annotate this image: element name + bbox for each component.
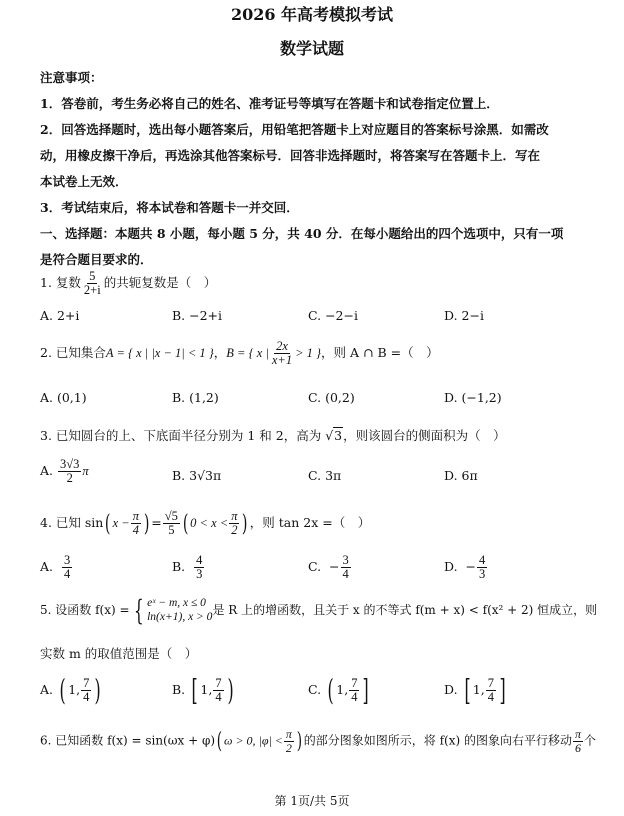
question-4: 4. 已知 sin( x − $\frac{\pi}{4}$ ) = $\frac{√5}{5}$ ( 0 < x < $\frac{\pi}{2}$ ) ，则 tan 2x =（ ） — [40, 508, 371, 538]
q2-set-b-prefix: B = { x | — [226, 346, 269, 361]
q4-option-b: B. $\frac{4}{3}$ — [172, 553, 203, 582]
q4-suffix: ，则 tan 2x =（ ） — [249, 515, 371, 531]
section-heading-line-1: 一、选择题：本题共 8 小题，每小题 5 分，共 40 分．在每小题给出的四个选项中，只有一项 — [40, 226, 564, 241]
q3-option-d: D. 6π — [444, 468, 478, 483]
q1-suffix: 的共轭复数是（ ） — [103, 275, 217, 291]
q2-suffix: ，则 A ∩ B =（ ） — [321, 345, 439, 361]
q6-middle: 的部分图象如图所示，将 f(x) 的图象向右平行移动 — [303, 733, 572, 748]
q5-option-d: D. [ 1, $\frac{7}{4}$ ] — [444, 673, 506, 707]
section-heading-line-2: 是符合题目要求的． — [40, 252, 153, 267]
notes-item-3: 3．考试结束后，将本试卷和答题卡一并交回． — [40, 200, 299, 215]
question-6: 6. 已知函数 f(x) = sin(ωx + φ)( ω > 0, |φ| < $\frac{\pi}{2}$ ) 的部分图象如图所示，将 f(x) 的图象向右平行移动 $\frac{\pi}{6}$ 个 — [40, 727, 597, 755]
notes-item-2-line-1: 2．回答选择题时，选出每小题答案后，用铅笔把答题卡上对应题目的答案标号涂黑．如需改 — [40, 122, 549, 137]
q4-option-a: A. $\frac{3}{4}$ — [40, 553, 71, 582]
q3-prefix: 3. 已知圆台的上、下底面半径分别为 1 和 2，高为 — [40, 428, 326, 443]
q1-prefix: 1. 复数 — [40, 275, 81, 291]
q5-option-a: A. ( 1, $\frac{7}{4}$ ) — [40, 673, 102, 707]
q1-option-b: B. −2+i — [172, 308, 223, 323]
q5-prefix: 5. 设函数 f(x) = — [40, 602, 130, 617]
exam-title: 2026 年高考模拟考试 — [230, 5, 394, 24]
q2-prefix: 2. 已知集合 — [40, 345, 106, 361]
q2-option-d: D. (−1,2) — [444, 390, 502, 405]
q2-option-b: B. (1,2) — [172, 390, 219, 405]
q2-option-c: C. (0,2) — [308, 390, 355, 405]
q1-option-c: C. −2−i — [308, 308, 358, 323]
notes-heading: 注意事项： — [40, 70, 103, 85]
q1-option-a: A. 2+i — [40, 308, 80, 323]
q2-set-b-suffix: > 1 } — [295, 346, 322, 361]
q6-prefix: 6. 已知函数 f(x) = sin(ωx + φ) — [40, 733, 216, 748]
notes-item-1: 1．答卷前，考生务必将自己的姓名、准考证号等填写在答题卡和试卷指定位置上． — [40, 96, 499, 111]
q3-suffix: ，则该圆台的侧面积为（ ） — [343, 428, 506, 443]
notes-item-2-line-3: 本试卷上无效． — [40, 174, 128, 189]
q5-option-b: B. [ 1, $\frac{7}{4}$ ) — [172, 673, 234, 707]
notes-item-2-line-2: 动，用橡皮擦干净后，再选涂其他答案标号．回答非选择题时，将答案写在答题卡上．写在 — [40, 148, 541, 163]
question-5: 5. 设函数 f(x) = { eˣ − m, x ≤ 0 ln(x+1), x > 0 是 R 上的增函数，且关于 x 的不等式 f(m + x) < f(x² + 2) 恒成立，则 — [40, 593, 598, 627]
q4-option-c: C. − $\frac{3}{4}$ — [308, 553, 349, 582]
q1-option-d: D. 2−i — [444, 308, 484, 323]
q4-option-d: D. − $\frac{4}{3}$ — [444, 553, 486, 582]
q4-prefix: 4. 已知 sin — [40, 515, 104, 531]
q1-fraction: $\frac{5}{2+i}$ — [83, 269, 101, 298]
q2-comma: ， — [213, 345, 227, 361]
q2-set-a: A = { x | |x − 1| < 1 } — [105, 346, 214, 361]
q2-option-a: A. (0,1) — [40, 390, 87, 405]
q5-middle: 是 R 上的增函数，且关于 x 的不等式 f(m + x) < f(x² + 2) 恒成立，则 — [212, 602, 598, 617]
q3-option-a: A. $\frac{3√3}{2}$ π — [40, 457, 89, 486]
subject-title: 数学试题 — [279, 39, 344, 58]
question-5-line-2: 实数 m 的取值范围是（ ） — [40, 646, 198, 661]
question-1 — [40, 270, 216, 297]
q3-sqrt: 3 — [334, 428, 343, 443]
page-footer: 第 1页/共 5页 — [274, 794, 350, 808]
q2-fraction: $\frac{2x}{x+1}$ — [271, 339, 293, 368]
q5-option-c: C. ( 1, $\frac{7}{4}$ ] — [308, 673, 370, 707]
q3-option-c: C. 3π — [308, 468, 342, 483]
q5-piecewise: eˣ − m, x ≤ 0 ln(x+1), x > 0 — [147, 597, 213, 624]
q3-option-b: B. 3√3π — [172, 468, 222, 483]
question-3: 3. 已知圆台的上、下底面半径分别为 1 和 2，高为 √3，则该圆台的侧面积为（ ） — [40, 428, 506, 443]
question-2 — [40, 340, 439, 367]
